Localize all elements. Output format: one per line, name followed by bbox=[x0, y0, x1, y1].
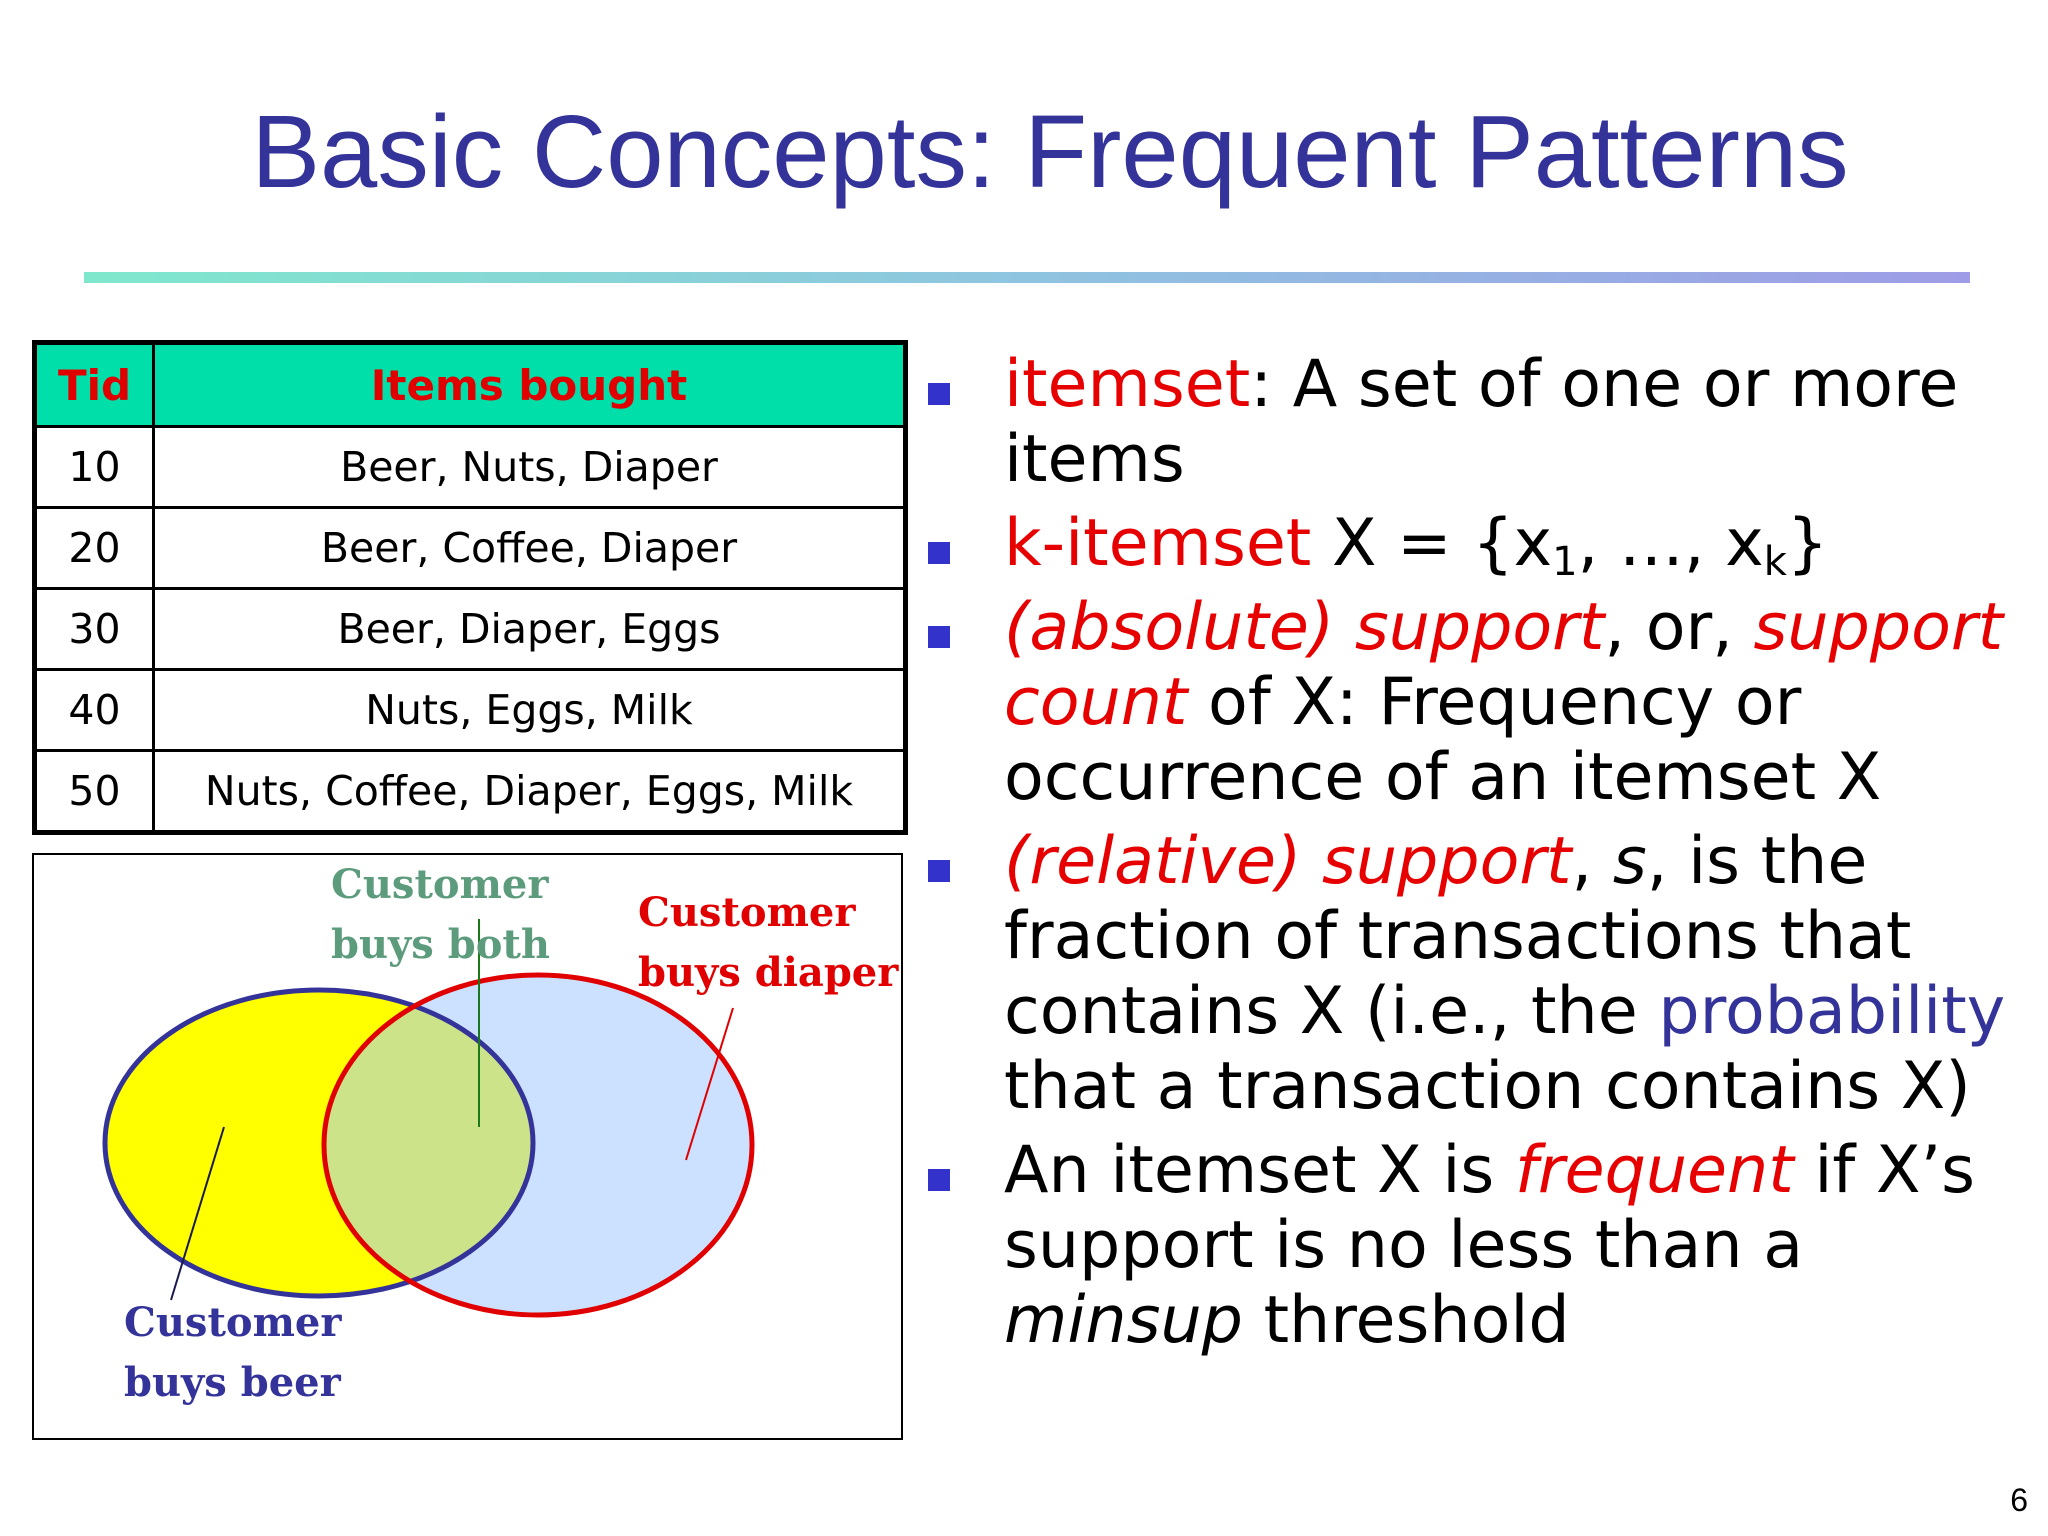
transaction-table bbox=[32, 340, 908, 835]
title-divider bbox=[84, 272, 1970, 283]
bullet-itemset bbox=[928, 347, 2038, 497]
subscript-k: k bbox=[1763, 539, 1787, 585]
tid-cell: 20 bbox=[35, 508, 154, 589]
bullet-text: of X: Frequency or occurrence of an itemset X bbox=[1004, 665, 1882, 815]
term-minsup: minsup bbox=[1004, 1283, 1243, 1358]
tid-cell: 40 bbox=[35, 670, 154, 751]
bullet-text: An itemset X is bbox=[1004, 1133, 1515, 1208]
table-row bbox=[35, 670, 906, 751]
bullet-text: : A set of one or more items bbox=[1004, 347, 1959, 497]
bullet-frequent bbox=[928, 1133, 2038, 1358]
bullet-k-itemset bbox=[928, 506, 2038, 585]
bullet-text: } bbox=[1786, 506, 1829, 581]
bullet-text: , is the fraction of transactions that contains X (i.e., the bbox=[1004, 824, 1912, 1049]
table-row bbox=[35, 427, 906, 508]
bullet-text: X = {x bbox=[1311, 506, 1553, 581]
slide-title: Basic Concepts: Frequent Patterns bbox=[251, 94, 1849, 209]
label-buys-diaper-line1: Customer bbox=[638, 889, 856, 936]
label-buys-beer-line1: Customer bbox=[124, 1299, 342, 1346]
bullet-text: threshold bbox=[1242, 1283, 1570, 1358]
term-support-count: support count bbox=[1004, 590, 2004, 740]
bullet-text: , bbox=[1571, 824, 1613, 899]
label-buys-both-line2: buys both bbox=[331, 921, 550, 968]
bullet-text: , or, bbox=[1604, 590, 1754, 665]
bullet-square-icon bbox=[928, 1169, 950, 1191]
bullet-relative-support bbox=[928, 824, 2038, 1124]
bullet-text: that a transaction contains X) bbox=[1004, 1049, 1971, 1124]
tid-cell: 50 bbox=[35, 751, 154, 833]
table-row bbox=[35, 508, 906, 589]
term-k-itemset: k-itemset bbox=[1004, 506, 1312, 581]
label-buys-diaper bbox=[638, 883, 898, 1003]
venn-diagram bbox=[32, 853, 903, 1440]
subscript-1: 1 bbox=[1552, 539, 1578, 585]
items-cell: Nuts, Eggs, Milk bbox=[154, 670, 906, 751]
bullet-square-icon bbox=[928, 383, 950, 405]
table-row bbox=[35, 751, 906, 833]
items-cell: Nuts, Coffee, Diaper, Eggs, Milk bbox=[154, 751, 906, 833]
label-buys-beer bbox=[124, 1293, 341, 1413]
bullet-square-icon bbox=[928, 860, 950, 882]
page-number: 6 bbox=[2010, 1482, 2028, 1518]
bullet-text: , …, x bbox=[1577, 506, 1764, 581]
label-buys-beer-line2: buys beer bbox=[124, 1359, 341, 1406]
items-cell: Beer, Nuts, Diaper bbox=[154, 427, 906, 508]
symbol-s: s bbox=[1612, 824, 1647, 899]
bullet-absolute-support bbox=[928, 590, 2038, 815]
label-buys-diaper-line2: buys diaper bbox=[638, 949, 899, 996]
term-relative-support: (relative) support bbox=[1004, 824, 1572, 899]
term-itemset: itemset bbox=[1004, 347, 1251, 422]
bullet-square-icon bbox=[928, 542, 950, 564]
tid-cell: 30 bbox=[35, 589, 154, 670]
table-row bbox=[35, 589, 906, 670]
term-absolute-support: (absolute) support bbox=[1004, 590, 1605, 665]
definition-bullets bbox=[928, 347, 2038, 1367]
column-header-tid: Tid bbox=[35, 343, 154, 427]
tid-cell: 10 bbox=[35, 427, 154, 508]
label-buys-both-line1: Customer bbox=[331, 861, 549, 908]
term-frequent: frequent bbox=[1514, 1133, 1794, 1208]
column-header-items: Items bought bbox=[154, 343, 906, 427]
label-buys-both bbox=[331, 855, 550, 975]
table-header-row bbox=[35, 343, 906, 427]
items-cell: Beer, Coffee, Diaper bbox=[154, 508, 906, 589]
items-cell: Beer, Diaper, Eggs bbox=[154, 589, 906, 670]
bullet-text: if X’s support is no less than a bbox=[1004, 1133, 1976, 1283]
bullet-square-icon bbox=[928, 626, 950, 648]
term-probability: probability bbox=[1658, 974, 2006, 1049]
